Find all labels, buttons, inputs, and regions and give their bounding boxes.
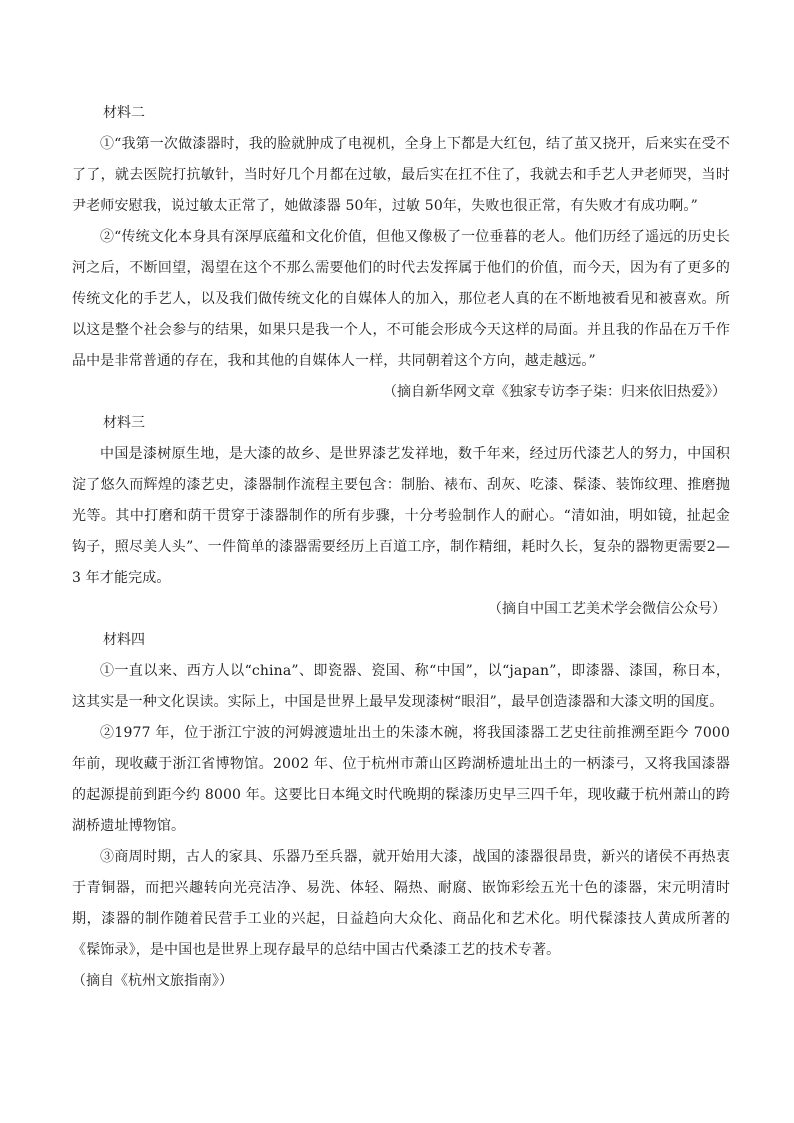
material3-source: （摘自中国工艺美术学会微信公众号） <box>488 601 726 617</box>
material4-paragraph-2: ②1977 年，位于浙江宁波的河姆渡遗址出土的朱漆木碗，将我国漆器工艺史往前推溯至距今 7000年前，现收藏于浙江省博物馆。2002 年、位于杭州市萧山区跨湖桥遗址出土的一柄漆弓，又将我国漆器的起源提前到距今约 8000 年。这要比日本绳文时代晚期的髹漆历史早三四千年，现收藏于杭州萧山的跨湖桥遗址博物馆。 <box>72 725 730 834</box>
material4-heading: 材料四 <box>103 632 145 648</box>
material4-source: （摘自《杭州文旅指南》） <box>72 973 233 989</box>
material3-paragraph-1: 中国是漆树原生地，是大漆的故乡、是世界漆艺发祥地，数千年来，经过历代漆艺人的努力，中国积淀了悠久而辉煌的漆艺史，漆器制作流程主要包含：制胎、裱布、刮灰、吃漆、髹漆、装饰纹理、推磨抛光等。其中打磨和荫干贯穿于漆器制作的所有步骤，十分考验制作人的耐心。“清如油，明如镜，扯起金钩子，照尽美人头”、一件简单的漆器需要经历上百道工序，制作精细，耗时久长，复杂的器物更需要2—3 年才能完成。 <box>72 446 730 586</box>
material2-paragraph-2: ②“传统文化本身具有深厚底蕴和文化价值，但他又像极了一位垂暮的老人。他们历经了遥远的历史长河之后，不断回望，渴望在这个不那么需要他们的时代去发挥属于他们的价值，而今天，因为有了更多的传统文化的手艺人，以及我们做传统文化的自媒体人的加入，那位老人真的在不断地被看见和被喜欢。所以这是整个社会参与的结果，如果只是我一个人，不可能会形成今天这样的局面。并且我的作品在万千作品中是非常普通的存在，我和其他的自媒体人一样，共同朝着这个方向，越走越远。” <box>72 229 730 369</box>
material4-paragraph-3: ③商周时期，古人的家具、乐器乃至兵器，就开始用大漆，战国的漆器很昂贵，新兴的诸侯不再热衷于青铜器，而把兴趣转向光亮洁净、易洗、体轻、隔热、耐腐、嵌饰彩绘五光十色的漆器，宋元明清时期，漆器的制作随着民营手工业的兴起，日益趋向大众化、商品化和艺术化。明代髹漆技人黄成所著的《髹饰录》，是中国也是世界上现存最早的总结中国古代桑漆工艺的技术专著。 <box>72 849 730 958</box>
material2-heading: 材料二 <box>103 105 145 121</box>
material2-source: （摘自新华网文章《独家专访李子柒：归来依旧热爱》） <box>383 384 726 400</box>
material2-paragraph-1: ①“我第一次做漆器时，我的脸就肿成了电视机，全身上下都是大红包，结了茧又挠开，后来实在受不了了，就去医院打抗敏针，当时好几个月都在过敏，最后实在扛不住了，我就去和手艺人尹老师哭，当时尹老师安慰我，说过敏太正常了，她做漆器 50年，过敏 50年，失败也很正常，有失败才有成功啊。” <box>72 136 730 214</box>
material3-heading: 材料三 <box>103 415 145 431</box>
material4-paragraph-1: ①一直以来、西方人以“china”、即瓷器、瓷国、称“中国”，以“japan”，即漆器、漆国，称日本，这其实是一种文化误读。实际上，中国是世界上最早发现漆树“眼泪”，最早创造漆器和大漆文明的国度。 <box>72 663 730 710</box>
